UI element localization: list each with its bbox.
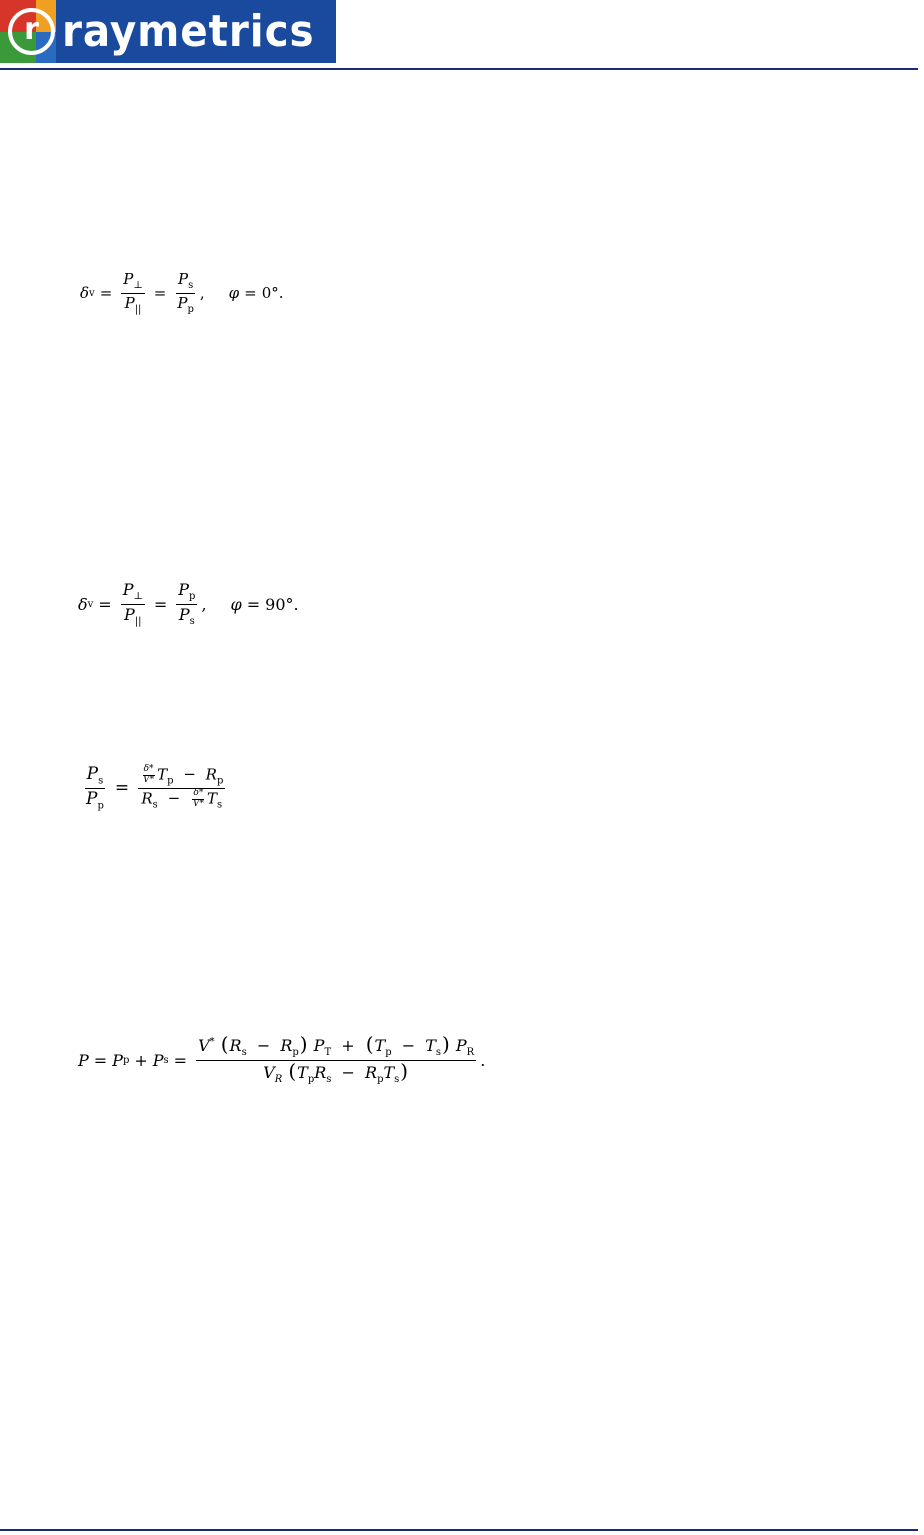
eq4-den-Rp: R (365, 1062, 378, 1082)
eq2-phi-value: 90°. (265, 594, 299, 614)
eq1-equals-1: = (99, 284, 113, 302)
eq2-f1-num: P (122, 580, 134, 599)
header-rule (0, 68, 918, 70)
eq4-Ps: P (152, 1050, 164, 1070)
logo-wordmark (56, 0, 337, 63)
eq4-den-Rs-sub: s (326, 1073, 332, 1085)
eq4-den-Ts-sub: s (394, 1073, 400, 1085)
eq4-Ps-sub: s (163, 1054, 169, 1066)
eq2-f2-den: P (178, 604, 190, 624)
eq4-den-minus: − (341, 1062, 355, 1082)
eq3-rhs-fraction (138, 765, 225, 812)
eq4-num-Rp-sub: p (292, 1047, 299, 1059)
eq3-lhs-den: P (86, 788, 98, 809)
eq1-phi-value: 0°. (261, 284, 284, 302)
equation-total-power (78, 1034, 485, 1086)
eq4-den-Tp-sub: p (307, 1073, 315, 1085)
eq3-lhs-fraction (84, 764, 106, 813)
eq1-equals-2: = (153, 284, 167, 302)
eq1-delta: δ (80, 284, 90, 302)
eq1-fraction-perp-par (121, 270, 145, 316)
equation-power-ratio (80, 764, 229, 813)
eq3-num-minus: − (183, 765, 196, 784)
eq4-P: P (78, 1050, 89, 1070)
eq2-f2-num: P (178, 580, 190, 599)
eq4-num-Rs-sub: s (241, 1047, 247, 1059)
eq1-f2-den: P (177, 293, 188, 312)
eq4-num-Tp: T (374, 1036, 386, 1055)
eq1-f2-num-sub: s (188, 280, 194, 291)
eq4-num-Rp: R (280, 1036, 293, 1055)
eq2-delta-sup: v (87, 598, 94, 610)
eq4-equals-2: = (173, 1050, 188, 1070)
eq2-fraction-p-s (176, 580, 197, 628)
eq1-f2-num: P (177, 270, 189, 288)
eq1-f1-den-sub: || (134, 303, 142, 315)
eq4-num-Rs: R (229, 1036, 242, 1055)
eq4-fraction: V* $(R_s - R_p) P_T + (T_p - T_s)$ $P_R$ $V_R$ $(T_pR_s - R_pT_s)$ (198, 1032, 475, 1085)
eq4-PR: P (455, 1036, 467, 1055)
equation-depolarization-phi-90 (78, 580, 299, 628)
eq4-PT: P (313, 1036, 325, 1055)
eq4-den-Tp: T (297, 1062, 308, 1082)
eq2-equals-3: = (246, 594, 261, 614)
eq4-Pp: P (112, 1050, 123, 1070)
eq1-f1-num: P (123, 270, 134, 288)
eq4-num-minus-1: − (256, 1036, 271, 1055)
logo-letter: r (24, 12, 39, 47)
eq3-lhs-num: P (86, 764, 99, 784)
eq2-f2-num-sub: p (189, 591, 196, 603)
eq4-den-Ts: T (383, 1062, 395, 1082)
eq3-lhs-den-sub: p (97, 800, 104, 812)
eq4-PT-sub: T (324, 1047, 332, 1059)
eq3-lhs-num-sub: s (98, 775, 104, 787)
eq4-Pp-sub: p (122, 1054, 130, 1066)
eq1-f2-den-sub: p (187, 303, 194, 315)
eq1-f1-num-sub: ⊥ (133, 280, 143, 291)
footer-rule (0, 1529, 918, 1531)
eq2-phi: φ (230, 594, 242, 614)
eq2-equals-2: = (153, 594, 168, 614)
eq4-num-Ts: T (425, 1036, 436, 1055)
eq4-num-Ts-sub: s (435, 1047, 441, 1059)
eq4-num-Tp-sub: p (385, 1047, 392, 1059)
eq4-den-V: V (263, 1062, 275, 1082)
eq1-phi: φ (228, 284, 240, 302)
eq3-Rp-sub: p (216, 775, 224, 787)
eq4-plus-1: + (134, 1050, 148, 1070)
eq3-Ts: T (206, 789, 217, 808)
eq3-Rs: R (141, 789, 153, 808)
eq2-f1-den-sub: || (134, 615, 142, 627)
eq3-den-minus: − (167, 789, 181, 808)
eq2-equals-1: = (98, 594, 112, 614)
eq4-period: . (480, 1050, 486, 1070)
eq4-den-Rs: R (314, 1062, 327, 1082)
eq4-num-V-sup: * (209, 1036, 215, 1048)
logo-text: raymetrics (61, 5, 315, 57)
equation-depolarization-phi-0 (80, 270, 284, 316)
eq2-f1-den: P (124, 604, 135, 624)
eq2-comma: , (201, 594, 207, 614)
eq3-num-ratio-delta: δ* (143, 764, 154, 774)
eq1-equals-3: = (244, 284, 257, 302)
eq4-PR-sub: R (466, 1047, 475, 1059)
eq4-den-Rp-sub: p (377, 1073, 384, 1085)
raymetrics-logo (0, 0, 336, 63)
eq3-den-ratio-delta: δ* (193, 787, 204, 798)
eq2-f1-num-sub: ⊥ (133, 591, 143, 603)
eq1-delta-sup: v (89, 287, 95, 299)
eq2-delta: δ (78, 594, 88, 614)
eq3-den-ratio (192, 789, 205, 810)
eq2-fraction-perp-par (121, 580, 145, 628)
logo-circle (8, 8, 55, 55)
eq3-Rs-sub: s (152, 799, 158, 811)
eq4-equals-1: = (93, 1050, 108, 1070)
eq3-Ts-sub: s (216, 799, 223, 811)
eq3-Tp-sub: p (167, 775, 174, 787)
eq3-Tp: T (157, 765, 168, 784)
eq4-num-V: V (198, 1036, 210, 1055)
eq3-Rp: R (205, 765, 217, 784)
eq3-equals: = (114, 778, 130, 799)
eq3-den-ratio-vstar: V* (192, 798, 204, 809)
eq4-num-plus: + (341, 1036, 355, 1055)
eq3-num-ratio-vstar: V* (143, 774, 155, 785)
eq4-num-minus-2: − (401, 1036, 416, 1055)
eq3-num-ratio (142, 765, 155, 786)
eq4-den-V-sub: R (274, 1073, 283, 1085)
logo-mark (0, 0, 56, 63)
eq1-f1-den: P (124, 293, 135, 312)
eq2-f2-den-sub: s (189, 615, 195, 627)
eq1-fraction-s-p (175, 270, 196, 316)
eq1-comma: , (199, 284, 205, 302)
